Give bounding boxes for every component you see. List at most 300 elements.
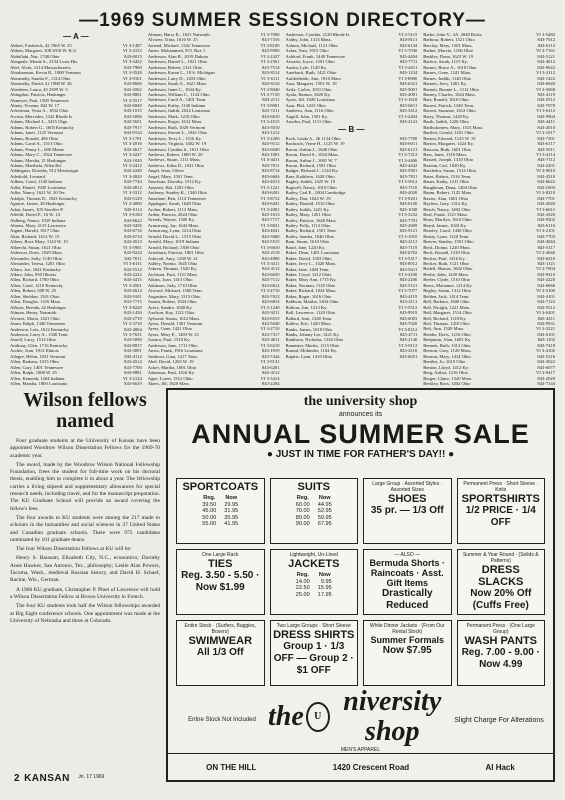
entry-name: Bartholomew, Mary, 1515 Mass. — [423, 124, 484, 130]
entry-name: Berkley, Ross, 1402 Ohio — [423, 381, 471, 386]
ad-left-note: Entire Stock Not Included — [188, 717, 256, 723]
entry-phone: 843-2200 — [399, 277, 418, 283]
sale-item-subtitle: Two Large Groups · Short Sleeve — [276, 623, 351, 629]
entry-name: Adams, Ronald, 406 Ohio — [10, 135, 59, 141]
entry-phone: VI 3-9201 — [398, 195, 418, 201]
entry-name: Barrett, Patrick, 1340 Tenn. — [423, 102, 475, 108]
entry-name: Badger, Richard J., 1124 Ky. — [285, 168, 339, 174]
entry-name: Aylward, Susan, 1612 Mass. — [147, 315, 201, 321]
sale-item-subtitle: Permanent Press · Short Sleeve · Knits — [463, 481, 539, 493]
entry-name: Bass, Janet, 1316 Mass. — [423, 151, 468, 157]
sale-item-subtitle: Large Group · Assorted Styles · Assorted Sizes — [372, 481, 443, 493]
entry-phone: 843-6066 — [537, 282, 555, 288]
entry-name: Adams, Janet, 1125 Vermont — [10, 130, 63, 136]
ad-sale-title: ANNUAL SUMMER SALE — [191, 419, 530, 449]
entry-name: Anzalone, Ben, 1114 Tennessee — [147, 195, 207, 201]
entry-name: Baker, Lloyd, 1212 Ohio — [285, 272, 332, 278]
entry-phone: 843-1212 — [261, 130, 280, 136]
entry-phone: 843-2111 — [262, 97, 280, 103]
price-table — [273, 572, 356, 598]
entry-name: Albrecht, Susan, 1621 Ohio — [10, 244, 62, 250]
entry-phone: 843-1001 — [261, 151, 280, 157]
entry-phone: 843-3091 — [124, 348, 142, 354]
sale-item-title: Bermuda Shorts · Raincoats · Asst. Gift Items — [369, 558, 445, 588]
entry-name: Azar, Phil, 1415 Ohio — [285, 102, 326, 108]
wilson-article — [10, 388, 160, 627]
entry-phone: 843-6630 — [261, 271, 280, 277]
section-letter: — B — — [338, 124, 365, 134]
entry-name: Anderson, Jane, 1711 Ohio — [147, 342, 198, 348]
entry-phone: VI 3-5100 — [535, 288, 555, 294]
price-header: Reg. — [296, 572, 309, 578]
entry-phone: 843-9931 — [537, 321, 555, 327]
entry-name: Angell, John, 1501 Ky. — [285, 113, 329, 119]
entry-name: Anderson, Virginia, 1402 W. 19 — [147, 141, 207, 147]
entry-phone: 843-6011 — [399, 141, 418, 147]
entry-name: Anderson, Judith, 2024 Louisiana — [147, 108, 210, 114]
entry-name: Bates, Robert, 1516 Tenn. — [423, 173, 472, 179]
entry-phone: VI 3-1017 — [535, 130, 555, 136]
page-number-label — [10, 773, 70, 784]
entry-phone: 843-4415 — [124, 277, 142, 283]
entry-name: Baker, Norman, 1125 Ohio — [285, 282, 336, 288]
entry-phone: VI 3-9161 — [122, 75, 142, 81]
entry-phone: VI 3-2200 — [260, 135, 280, 141]
entry-name: Beck, Ronald, 1310 Ohio — [423, 250, 471, 256]
entry-phone: VI 3-1010 — [398, 233, 418, 239]
university-shop-ad — [166, 388, 555, 782]
entry-phone: 843-5121 — [537, 53, 555, 59]
sale-item-title: SWIMWEAR — [188, 635, 253, 647]
entry-name: Baker, Jane, 1404 Tenn. — [285, 266, 330, 272]
entry-name: Adams, Carol A., 1513 Ohio — [10, 141, 63, 147]
sale-item-title: JACKETS — [288, 558, 340, 570]
sale-item-title: Summer Formals — [370, 635, 445, 645]
entry-phone: 843-2222 — [124, 272, 142, 278]
entry-name: Baker, Jerry L., 1320 Mass. — [285, 261, 337, 267]
entry-phone: 843-5216 — [537, 353, 555, 359]
entry-phone: 843-1003 — [537, 184, 555, 190]
entry-phone: VI 3-7000 — [260, 32, 280, 37]
entry-phone: 843-5010 — [261, 124, 280, 130]
entry-name: Abdullahi, Nur, 1740 Ohio — [10, 53, 60, 59]
price-table — [273, 495, 356, 528]
entry-phone: VI 3-8220 — [122, 304, 142, 310]
entry-name: Askren, Thomas, 1520 Ky. — [147, 266, 198, 272]
entry-phone: 843-4880 — [261, 255, 280, 261]
entry-name: Anderson, Terry L., 1516 Ky. — [147, 135, 202, 141]
price-value: 50.00 — [202, 514, 217, 521]
entry-phone: VI 3-7030 — [398, 48, 418, 54]
entry-name: Anschutz, Dorothy, 1512 Ky. — [147, 179, 202, 185]
entry-phone: VI 3-2221 — [535, 326, 555, 332]
entry-phone: VI 3-2204 — [398, 113, 418, 119]
entry-phone: 843-7011 — [262, 162, 280, 168]
entry-phone: VI 3-4040 — [535, 250, 555, 256]
directory-column-1 — [10, 32, 142, 387]
sale-item-title: SPORTSHIRTS — [461, 493, 540, 505]
entry-name: Allen, Douglas, 1316 Mass. — [10, 299, 62, 305]
entry-name: Addington, Dorothy, 912 Mississippi — [10, 168, 79, 174]
entry-name: Andrews, Susan, 1111 Mass. — [147, 157, 201, 163]
entry-phone: VI 3-2101 — [535, 228, 555, 234]
entry-name: Adkins, Carol, 1140 Indiana — [10, 179, 63, 185]
price-header: Now — [318, 495, 331, 501]
entry-phone: 843-4004 — [124, 326, 142, 332]
logo-u-circle: U — [306, 702, 330, 732]
entry-phone: 843-4012 — [537, 59, 555, 65]
price-column — [296, 495, 310, 528]
entry-phone: 843-1015 — [124, 108, 142, 114]
entry-phone: 843-5117 — [537, 244, 555, 250]
entry-name: Andrews, Erika D., 1041 Ohio — [147, 162, 205, 168]
entry-name: Bagwell, Nancy, 1010 Ohio — [285, 184, 337, 190]
entry-name: Anderson, Carol A., 1401 Tenn. — [147, 97, 207, 103]
price-header: Now — [318, 572, 331, 578]
price-column — [318, 495, 332, 528]
entry-phone: 843-8714 — [261, 168, 280, 174]
entry-name: Beers, Marianne, 1214 Ky. — [423, 282, 473, 288]
entry-phone: 843-8111 — [399, 37, 418, 43]
entry-name: Beach, Nancy, 1402 Ohio — [423, 206, 471, 212]
sale-item-subtitle: One Large Rack — [202, 552, 239, 558]
entry-name: Barbo, John V., 4A, 2840 Ricks. — [423, 32, 483, 37]
entry-phone: 843-3412 — [399, 108, 418, 114]
entry-name: Abingdon, Patricia, Hashinger — [10, 92, 66, 98]
sale-item-subtitle: White Dinner Jackets · (From Our Rental Stock) — [369, 623, 445, 635]
price-value: 59.95 — [317, 514, 332, 521]
entry-phone: VI 3-8212 — [398, 326, 418, 332]
logo-the: the — [268, 701, 304, 732]
entry-phone: VI 3-6112 — [536, 108, 555, 114]
entry-phone: 843-9121 — [399, 228, 418, 234]
sale-item-price: All 1/3 Off — [196, 647, 244, 658]
entry-phone: 843-8114 — [262, 70, 280, 76]
entry-name: Beard, James, 1024 Ky. — [423, 222, 467, 228]
entry-phone: 843-5006 — [124, 113, 142, 119]
entry-phone: 843-7112 — [537, 157, 555, 163]
entry-phone: 843-1234 — [399, 70, 418, 76]
sale-item-grid — [176, 478, 545, 686]
price-value: 55.00 — [202, 521, 217, 528]
price-value: 22.50 — [295, 585, 310, 592]
entry-name: Abernathy, Sandra F., 1314 Ohio — [10, 75, 71, 81]
entry-phone: 843-7020 — [399, 321, 418, 327]
entry-phone: 843-7701 — [537, 195, 555, 201]
entry-phone: 843-4044 — [537, 239, 555, 245]
entry-name: Aigner, Harold, 1817 Ohio — [10, 228, 60, 234]
entry-phone: VI 3-9001 — [260, 102, 280, 108]
entry-phone: VI 3-6210 — [260, 342, 280, 348]
sale-item-box — [363, 549, 452, 615]
entry-phone: 843-3456 — [124, 222, 142, 228]
entry-phone: 843-7119 — [399, 244, 418, 250]
entry-name: Auerback, Ruth, 1421 Ohio — [285, 70, 337, 76]
entry-name: Bauer, Kathy, 1211 Ohio — [423, 179, 469, 185]
price-table — [179, 495, 262, 528]
sale-item-subtitle: — ALSO — — [394, 552, 421, 558]
sale-item-title: SPORTCOATS — [182, 481, 259, 493]
entry-name: Benson, Gary, 1120 Mass. — [423, 348, 472, 354]
entry-phone: 843-2140 — [399, 337, 418, 343]
entry-phone: 843-7711 — [399, 59, 418, 65]
entry-phone: 843-6714 — [124, 233, 142, 239]
price-value: 9.95 — [320, 578, 332, 585]
entry-name: Allen, Robert, 508 W. 25 — [10, 288, 57, 294]
entry-name: Beebe, John, 1420 Mass. — [423, 271, 470, 277]
price-value: 17.95 — [317, 591, 332, 598]
entry-name: Atchison, Paul, 1121 Mass. — [147, 271, 199, 277]
entry-phone: 843-6622 — [537, 179, 555, 185]
entry-name: Ashcraft, Amy, 1230 W. 21 — [147, 255, 198, 261]
entry-name: Barnett, Bonnie L., 1112 Ohio — [423, 86, 479, 92]
sale-item-box — [176, 549, 265, 615]
entry-name: Allen, Richard, 1700 Ohio — [10, 277, 59, 283]
entry-name: Bell, Richard, 1118 Ky. — [423, 315, 467, 321]
directory-column-3 — [286, 32, 418, 387]
entry-name: Bartlett, Gerald, 1201 Ohio — [423, 130, 474, 136]
entry-phone: 843-1919 — [261, 348, 280, 354]
entry-name: Anderson, William C., 1124 Ohio — [147, 91, 210, 97]
entry-name: Barth, Judith, 1220 Ohio — [423, 119, 469, 125]
entry-name: Anderson, Janet C., 1024 Ky. — [147, 86, 202, 92]
entry-name: Bailey, Patricia, 1640 Mass. — [285, 217, 337, 223]
entry-name: Alexander, Sally, 1140 Ohio — [10, 255, 63, 261]
entry-name: Anderson, Ruth, 1029 Vermont — [147, 124, 206, 130]
entry-phone: 843-6604 — [261, 173, 280, 179]
entry-phone: VI 3-4515 — [260, 119, 280, 125]
entry-phone: 843-7744 — [124, 179, 142, 185]
entry-phone: VI 3-9010 — [535, 168, 555, 174]
entry-name: Bagley, Judith, 1425 W. 19 — [285, 179, 336, 185]
entry-phone: VI 3-4411 — [260, 157, 280, 163]
entry-phone: 843-6116 — [262, 81, 280, 87]
entry-phone: 843-7703 — [537, 233, 555, 239]
entry-name: Becker, Paul, 1416 Ky. — [423, 255, 466, 261]
entry-name: Anderson, Daniel L., 1021 Ohio — [147, 59, 208, 65]
entry-name: Bacon, Richard, 1501 Ohio — [285, 162, 336, 168]
entry-phone: VI 3-9112 — [398, 342, 418, 348]
entry-phone: 843-7011 — [124, 255, 142, 261]
entry-name: Allen, Kenneth, 1204 Indiana — [10, 375, 65, 381]
sale-item-subtitle: Lightweight, Un-Lined — [289, 552, 338, 558]
entry-name: Atwater, Joyce, 1501 Ohio — [285, 59, 335, 65]
entry-name: Baker, Mary Ann, 1715 Ky. — [285, 277, 337, 283]
entry-name: Ashford, Frank, 1440 Tennessee — [285, 53, 345, 59]
sale-item-price: Drastically Reduced — [381, 588, 433, 611]
entry-name: Beaver, Stanley, 1501 Ohio — [423, 239, 474, 245]
entry-name: Adams, Penny L., 600 Maine — [10, 146, 64, 152]
wilson-paragraph: The four Wilson Dissertation Fellows at KU will be: — [16, 546, 132, 553]
entry-name: Ames, Ralph, 1340 Tennessee — [10, 321, 66, 327]
sale-item-price: Reg. 7.00 - 9.00 · Now 4.99 — [461, 647, 540, 670]
entry-phone: 843-2040 — [537, 201, 555, 207]
entry-name: Adams, Robert G., 1603 Kentucky — [10, 124, 74, 130]
entry-phone: VI 3-4452 — [122, 59, 142, 65]
entry-phone: 843-7012 — [261, 293, 280, 299]
entry-phone: 843-9101 — [124, 293, 142, 299]
entry-phone: 843-5121 — [399, 282, 418, 288]
entry-name: Ball, Lawrence, 1120 Ohio — [285, 310, 336, 316]
entry-phone: 843-7900 — [124, 64, 142, 70]
price-column — [202, 495, 216, 528]
entry-name: Ayala, Ramon, 1620 Ky. — [285, 91, 331, 97]
entry-name: Anderson, Sarah A., 1621 Mass. — [147, 81, 208, 87]
entry-name: Anderson, Roger, 1612 Mass. — [147, 119, 203, 125]
entry-name: Baptist, Lynn, 1410 Ohio — [285, 353, 333, 359]
entry-phone: 843-4101 — [537, 293, 555, 299]
entry-phone: VI 3-5512 — [398, 304, 418, 310]
entry-name: Balfour, Jim, 1213 Ky. — [285, 304, 328, 310]
entry-name: Barnett, Jerry, 1401 Ky. — [423, 81, 468, 87]
entry-name: Azzaro, Paul, 1510 Ky. — [147, 337, 191, 343]
entry-name: Anderson, Steven L., 1841 Ohio — [147, 130, 208, 136]
entry-phone: 843-4411 — [537, 315, 555, 321]
entry-phone: 843-4112 — [262, 370, 280, 376]
entry-phone: 843-7301 — [537, 135, 555, 141]
entry-phone: VI 3-6611 — [536, 206, 555, 212]
entry-phone: 843-2111 — [399, 299, 418, 305]
entry-name: Barr, Ronald, 1616 Ohio — [423, 97, 469, 103]
wilson-paragraph: Four graduate students at the University of Kansas have been appointed Woodrow Wilson Dissertation Fellows for the 1969-70 academic year. — [10, 438, 160, 459]
entry-name: Baxter, Alan, 1601 Ohio — [423, 195, 469, 201]
entry-name: Archer, Robert, 1112 Mass. — [147, 206, 199, 212]
sale-item-box — [270, 549, 359, 615]
entry-name: Barker, Marvin, 1106 Ohio — [423, 48, 474, 54]
entry-phone: 843-4119 — [399, 293, 418, 299]
entry-phone: 843-2204 — [261, 381, 280, 386]
entry-name: Begley, Susan, 1312 Ohio — [423, 288, 472, 294]
entry-name: Alvarez, Maria, 1421 Ohio — [10, 315, 60, 321]
entry-name: Alvarez, Trina, 1616 W. 25 — [147, 37, 198, 43]
ad-shop-name: the university shop — [303, 394, 418, 409]
entry-name: Axelson, Kay, 1121 Ohio — [147, 310, 195, 316]
entry-phone: 843-7701 — [399, 217, 418, 223]
ad-footer — [168, 753, 553, 780]
entry-name: Abmeyer, Paul, 1500 Tennessee — [10, 97, 69, 103]
entry-phone: VI 3-4100 — [398, 272, 418, 278]
entry-name: Beal, Frank, 1121 Mass. — [423, 211, 468, 217]
entry-phone: VI 3-2016 — [122, 141, 142, 147]
entry-phone: 843-6201 — [261, 190, 280, 196]
entry-phone: 843-1422 — [537, 75, 555, 81]
entry-phone: 843-6051 — [399, 353, 418, 359]
entry-name: Abbott, Frederick, 42 1965 W. 25 — [10, 43, 72, 48]
entry-name: Bastian, Carl, 1020 Ky. — [423, 162, 467, 168]
entry-phone: VI 3-4152 — [122, 48, 142, 54]
page-number: 2 — [14, 773, 21, 784]
ad-tagline: ● JUST IN TIME FOR FATHER'S DAY!! ● — [266, 449, 455, 460]
entry-name: Akin, Richard, 1612 W. 15 — [10, 233, 60, 239]
section-letter: — A — — [63, 32, 89, 41]
entry-phone: 843-4404 — [399, 53, 418, 59]
entry-name: Bell, Margaret, 1514 Ohio — [423, 310, 472, 316]
sale-item-title: DRESS SHIRTS — [273, 629, 355, 641]
entry-name: Allegre, Helen, 1031 Vermont — [10, 353, 66, 359]
entry-phone: 843-9211 — [262, 310, 280, 316]
entry-name: Barnes, Gene, 1241 Mass. — [423, 70, 472, 76]
entry-name: Acker, Martha, 1001 Ohio — [147, 364, 197, 370]
entry-phone: VI 3-3311 — [260, 261, 280, 267]
entry-phone: 843-4510 — [537, 173, 555, 179]
entry-name: Berger, Claire, 1320 Mass. — [423, 375, 473, 381]
entry-name: Ames, Mohammed, P.O. Box 1 — [147, 48, 206, 54]
entry-phone: 843-9411 — [399, 266, 418, 272]
entry-phone: VI 3-8712 — [260, 195, 280, 201]
entry-name: Benton, Lloyd, 1412 Ky. — [423, 364, 469, 370]
entry-phone: 843-5040 — [261, 321, 280, 327]
entry-phone: 843-7700 — [399, 135, 418, 141]
entry-name: Baldwin, Martha, 1404 Ohio — [285, 299, 339, 305]
entry-phone: VI 3-6201 — [535, 310, 555, 316]
entry-name: Barkley, Dona, 1623 W. 19 — [423, 53, 474, 59]
entry-phone: 843-5515 — [261, 239, 280, 245]
entry-phone: 843-9112 — [262, 141, 280, 147]
entry-phone: 843-2020 — [537, 375, 555, 381]
entry-phone: 843-9881 — [124, 370, 142, 376]
entry-name: Barry, Thomas, 1420 Ky. — [423, 113, 470, 119]
entry-name: Ashley, Norma, 1645 Ohio — [147, 261, 198, 267]
entry-phone: 843-4112 — [399, 239, 418, 245]
entry-phone: 843-4562 — [124, 86, 142, 92]
entry-phone: VI 3-7161 — [535, 48, 555, 54]
entry-phone: 843-1102 — [537, 337, 555, 343]
entry-phone: VI 3-1240 — [260, 304, 280, 310]
entry-name: Bender, Doris, 1216 Ohio — [423, 331, 471, 337]
entry-name: Baker, Roger, 1616 Ohio — [285, 293, 332, 299]
entry-phone: 843-6077 — [537, 364, 555, 370]
entry-phone: VI 3-8040 — [260, 86, 280, 92]
entry-name: Banks, Johnny Lee, 1421 Ky. — [285, 332, 340, 338]
entry-phone: 843-4812 — [124, 184, 142, 190]
entry-name: Affeldt, David F., 16 W. 14 — [10, 212, 60, 218]
sale-item-price: 35 pr. — 1/3 Off — [370, 505, 444, 516]
entry-phone: VI 3-7150 — [260, 91, 280, 97]
entry-name: Bannister, Martin, 1115 Ohio — [285, 342, 340, 348]
price-column — [224, 495, 238, 528]
entry-name: Banks, James, 1610 Ohio — [285, 326, 333, 332]
entry-name: Alfaro, Joe, 1641 Kentucky — [10, 266, 61, 272]
wilson-body — [10, 438, 160, 625]
entry-name: Belt, Ann, 1520 Mass. — [423, 326, 465, 332]
entry-name: Arterburn, Patricia, 1801 Ohio — [147, 250, 205, 256]
entry-phone: VI 3-1487 — [122, 43, 142, 48]
entry-phone: 843-7700 — [124, 364, 142, 370]
entry-phone: VI 3-7004 — [535, 266, 555, 272]
entry-phone: VI 3-6111 — [123, 261, 142, 267]
entry-name: Bell, Barbara, 1600 Ohio — [423, 299, 470, 305]
entry-name: Allen, Barbara, 1315 Ohio — [10, 359, 59, 365]
entry-name: Akers, Jill, 1820 Mass. — [147, 381, 191, 386]
entry-name: Becker, Ruth, 1121 Ohio — [423, 261, 469, 267]
entry-phone: VI 3-4227 — [122, 152, 142, 158]
entry-name: Bailey, Dan, 1024 W. 19 — [285, 195, 331, 201]
sale-item-title: WASH PANTS — [464, 635, 538, 647]
entry-phone: 843-4011 — [262, 337, 280, 343]
entry-name: Bachrach, Verne H., 1125 W. 19 — [285, 141, 345, 147]
entry-phone: 843-9224 — [124, 250, 142, 256]
sale-item-title: TIES — [208, 558, 233, 570]
entry-name: Adams, Mary C., 1924 Tennessee — [10, 152, 72, 158]
entry-name: Ballard, Jean, 1340 Tenn. — [285, 315, 333, 321]
entry-phone: 843-7514 — [261, 64, 280, 70]
entry-name: Agee, Loren, 1512 Ohio — [147, 375, 193, 381]
entry-phone: 843-6612 — [261, 282, 280, 288]
entry-name: Austin, Lyle, 1120 Ky. — [285, 64, 328, 70]
entry-phone: VI 3-5115 — [398, 32, 418, 37]
entry-phone: VI 3-6610 — [260, 244, 280, 250]
entry-name: Allen, Gary, 1401 Tennessee — [10, 364, 63, 370]
